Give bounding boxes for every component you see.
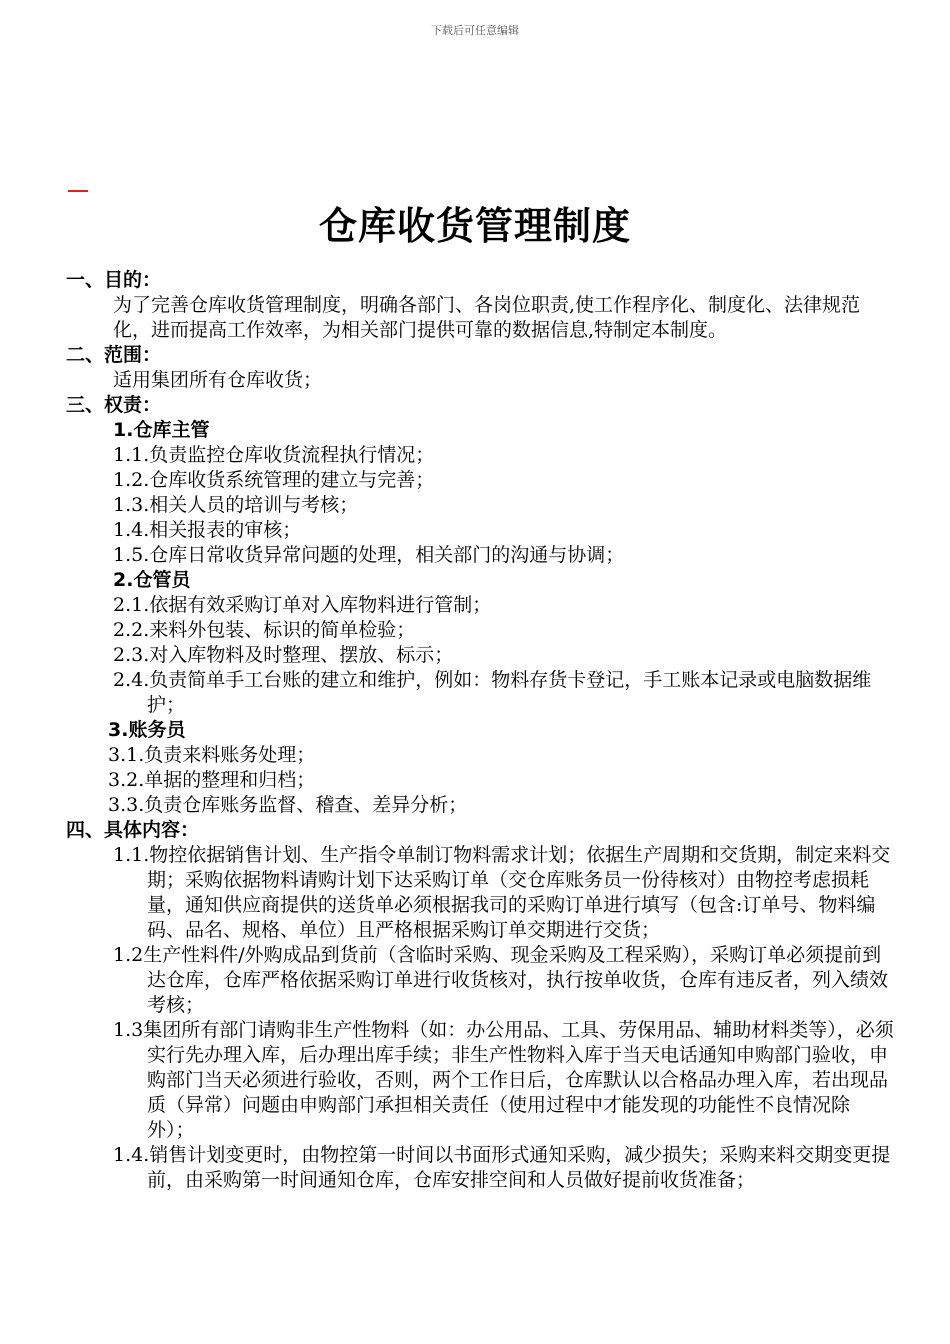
section-heading-scope: 二、范围：: [66, 344, 162, 366]
section-heading-purpose: 一、目的：: [66, 269, 162, 291]
list-item: 2.2.来料外包装、标识的简单检验；: [113, 619, 416, 641]
scope-text: 适用集团所有仓库收货；: [113, 369, 323, 391]
list-item: 1.4.相关报表的审核；: [113, 519, 302, 541]
list-item: 1.2.仓库收货系统管理的建立与完善；: [113, 469, 435, 491]
list-item: 3.2.单据的整理和归档；: [108, 769, 316, 791]
document-title: 仓库收货管理制度: [318, 204, 631, 248]
list-item: 1.3.相关人员的培训与考核；: [113, 494, 359, 516]
list-item: 3.3.负责仓库账务监督、稽查、差异分析；: [108, 794, 468, 816]
role-heading-warehouse-keeper: 2.仓管员: [113, 569, 191, 591]
list-item: 2.3.对入库物料及时整理、摆放、标示；: [113, 644, 454, 666]
header-note: 下载后可任意编辑: [431, 24, 519, 37]
section-heading-details: 四、具体内容：: [66, 819, 200, 841]
section-heading-responsibilities: 三、权责：: [66, 394, 162, 416]
list-item: 2.4.负责简单手工台账的建立和维护，例如：物料存货卡登记，手工账本记录或电脑数据维护；: [113, 669, 872, 716]
list-item: 2.1.依据有效采购订单对入库物料进行管制；: [113, 594, 492, 616]
list-item: 1.1.负责监控仓库收货流程执行情况；: [113, 444, 435, 466]
document-body: [66, 268, 896, 1193]
role-heading-accountant: 3.账务员: [108, 719, 186, 741]
list-item: 1.5.仓库日常收货异常问题的处理，相关部门的沟通与协调；: [113, 544, 625, 566]
list-item: 1.4.销售计划变更时，由物控第一时间以书面形式通知采购，减少损失；采购来料交期变更提前，由采购第一时间通知仓库，仓库安排空间和人员做好提前收货准备；: [113, 1144, 891, 1191]
list-item: 1.3集团所有部门请购非生产性物料（如：办公用品、工具、劳保用品、辅助材料类等），必须实行先办理入库，后办理出库手续；非生产性物料入库于当天电话通知申购部门验收，申购部门当天必须进行验收，否则，两个工作日后，仓库默认以合格品办理入库，若出现品质（异常）问题由申购部门承担相关责任（使用过程中才能发现的功能性不良情况除外）；: [113, 1019, 894, 1141]
list-item: 1.1.物控依据销售计划、生产指令单制订物料需求计划；依据生产周期和交货期，制定来料交期；采购依据物料请购计划下达采购订单（交仓库账务员一份待核对）由物控考虑损耗量，通知供应商提供的送货单必须根据我司的采购订单进行填写（包含:订单号、物料编码、品名、规格、单位）且严格根据采购订单交期进行交货；: [113, 844, 891, 941]
list-item: 3.1.负责来料账务处理；: [108, 744, 316, 766]
role-heading-warehouse-supervisor: 1.仓库主管: [113, 419, 210, 441]
red-dash-mark: [68, 190, 88, 192]
purpose-text: 为了完善仓库收货管理制度，明确各部门、各岗位职责,使工作程序化、制度化、法律规范化，进而提高工作效率，为相关部门提供可靠的数据信息,特制定本制度。: [113, 294, 861, 341]
list-item: 1.2生产性料件/外购成品到货前（含临时采购、现金采购及工程采购），采购订单必须提前到达仓库，仓库严格依据采购订单进行收货核对，执行按单收货，仓库有违反者，列入绩效考核；: [113, 944, 889, 1016]
